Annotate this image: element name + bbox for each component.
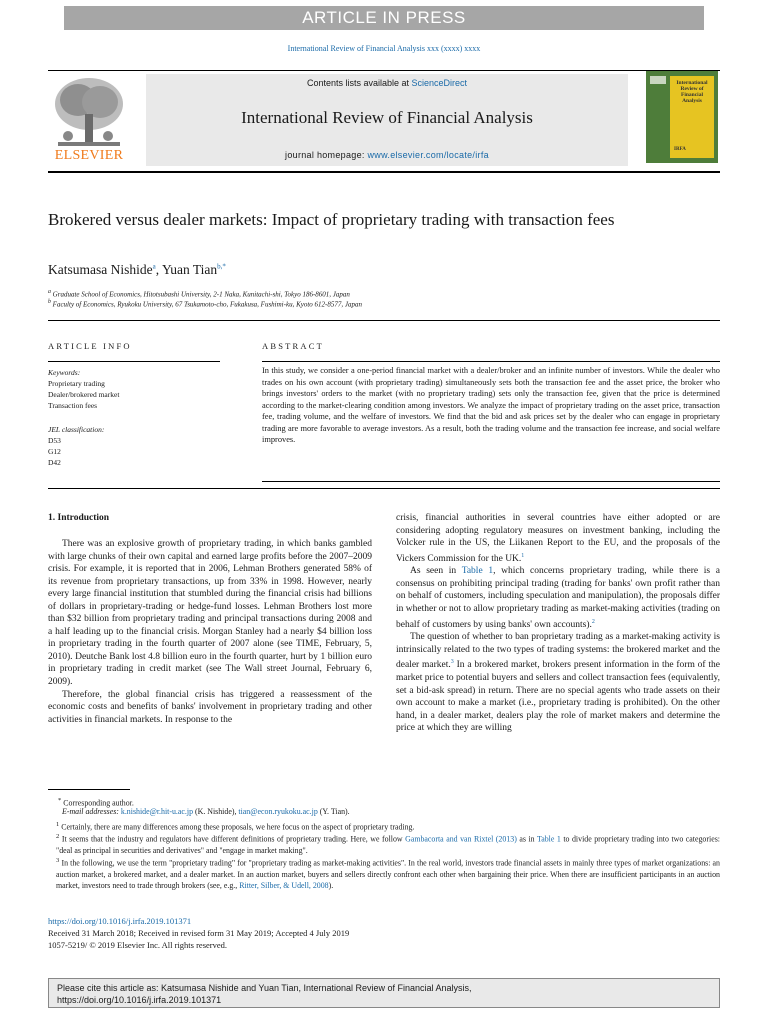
footnote-text: Corresponding author.	[63, 798, 134, 808]
abstract-bottom-rule	[262, 481, 720, 482]
title-block-rule	[48, 320, 720, 321]
info-rule	[48, 361, 220, 362]
footnote-text: Certainly, there are many differences among these proposals, we here focus on the aspect of proprietary trading.	[61, 822, 415, 832]
keyword-item: Proprietary trading	[48, 379, 105, 388]
right-column	[396, 512, 720, 735]
email-label: E-mail addresses:	[62, 807, 121, 816]
keyword-item: Transaction fees	[48, 401, 98, 410]
paragraph	[396, 631, 720, 735]
citation-doi[interactable]: https://doi.org/10.1016/j.irfa.2019.101371	[57, 995, 222, 1005]
keywords-label: Keywords:	[48, 368, 81, 377]
keyword-item: Dealer/brokered market	[48, 390, 120, 399]
jel-item: G12	[48, 447, 61, 456]
article-in-press-banner: ARTICLE IN PRESS	[64, 6, 704, 30]
affil-text: Faculty of Economics, Ryukoku University, 67 Tsukamoto-cho, Fukakusa, Fushimi-ku, Kyoto 612-8577, Japan	[52, 300, 362, 309]
paragraph-text: crisis, financial authorities in several countries have either adopted or are considering adopting regulatory measures on investment banking, including the Volcker rule in the US, the Liikanen Report to the EU, and the proposals of the Vickers Commission for the UK.	[396, 513, 720, 564]
footnote-3	[48, 855, 720, 891]
table-link[interactable]: Table 1	[461, 566, 494, 577]
abstract-text: In this study, we consider a one-period financial market with a dealer/broker and an infinite number of investors. While the dealer who trades on his own account (with proprietary trading) simultaneously sets both the transaction fee and the asset price, the broker who brings investors' orders to the market (with no proprietary trading) sets only the transaction fee, given that the price is determined according to the market-clearing condition among investors. We analyze the impact of proprietary trading on the asset price, transaction fee, trading volume, and the welfare of investors. We find that the bid and ask prices set by the dealer who can engage in proprietary trading are more favorable to average investors. As a result, both the trading volume and the transaction fee increase, and social welfare improves.	[262, 366, 720, 444]
footnote-rule	[48, 789, 130, 790]
paragraph-text: In a brokered market, brokers present information in the form of the market price to potential buyers and sellers and collect transaction fees (equivalently, set a bid-ask spread) in return. There are no special agents who trade assets on their own account to make a market (i.e., proprietary trading is prohibited). On the other hand, in a dealer market, dealers play the role of market makers and determine the price at which they are willing	[396, 660, 721, 734]
footnote-text: ).	[328, 880, 334, 890]
jel-item: D42	[48, 458, 61, 467]
footnote-2	[48, 831, 720, 856]
doi-block	[48, 915, 349, 951]
footnote-marker: 2	[56, 833, 60, 840]
corresponding-mark[interactable]: *	[222, 262, 226, 271]
copyright: 1057-5219/ © 2019 Elsevier Inc. All rights reserved.	[48, 940, 228, 950]
email-link[interactable]: k.nishide@r.hit-u.ac.jp	[120, 807, 194, 816]
paragraph: There was an explosive growth of proprietary trading, in which banks gambled with large chunks of their own capital and earned large profits before the 2007–2009 crisis. For example, it is reported that in 2006, Lehman Brothers generated 58% of its revenue from proprietary transactions, up from 33% in 1998. However, nearly every large financial institution that stumbled during the financial crisis had billions of dollars in proprietary-trading or hedge-fund losses. Lehman Brothers lost more than $32 billion from proprietary trading and principal transactions during 2008 and a half leading up to the financial crisis. Morgan Stanley had a nearly $4 billion loss in proprietary trading in the fourth quarter of 2007 alone (see TIME, February, 5, 2010). Deutche Bank lost 4.8 billion euro in the fourth quarter, hurt by 1 billion euro in proprietary trading in credit market (see The Wall street Journal, February 6, 2009).	[48, 539, 372, 688]
author-separator: ,	[155, 262, 162, 277]
doi-link[interactable]: https://doi.org/10.1016/j.irfa.2019.101371	[48, 916, 192, 926]
jel-label: JEL classification:	[48, 425, 105, 434]
journal-citation-line[interactable]: International Review of Financial Analysis xxx (xxxx) xxxx	[287, 44, 481, 53]
homepage-prefix: journal homepage:	[285, 150, 368, 160]
footnote-ref[interactable]: 3	[450, 659, 454, 666]
affiliation-a	[48, 289, 350, 298]
journal-title: International Review of Financial Analysis	[241, 108, 533, 127]
abstract-rule	[262, 361, 720, 362]
section-heading: 1. Introduction	[48, 513, 110, 523]
left-column	[48, 538, 372, 726]
article-title: Brokered versus dealer markets: Impact of proprietary trading with transaction fees	[48, 210, 615, 229]
homepage-link[interactable]: www.elsevier.com/locate/irfa	[367, 150, 489, 160]
paragraph-text: The question of whether to ban proprietary trading as a market-making activity is intrinsically related to the two types of trading systems: the brokered market and the dealer market.	[396, 632, 720, 671]
table-link[interactable]: Table 1	[536, 834, 561, 844]
affil-text: Graduate School of Economics, Hitotsubashi University, 2-1 Naka, Kunitachi-shi, Tokyo 186-8601, Japan	[52, 290, 350, 299]
footnote-text: as in	[516, 834, 537, 844]
footnote-text: (K. Nishide),	[193, 807, 239, 816]
author-line	[48, 262, 226, 278]
homepage-line	[146, 150, 628, 160]
citation-line: Please cite this article as: Katsumasa Nishide and Yuan Tian, International Review of Financial Analysis,	[57, 983, 472, 993]
author-name: Yuan Tian	[161, 262, 218, 277]
footnote-ref[interactable]: 1	[521, 552, 525, 559]
affil-marker: a	[48, 289, 51, 295]
abstract-heading: ABSTRACT	[262, 341, 324, 351]
paragraph-text: As seen in	[410, 566, 462, 577]
footnote-marker: 3	[56, 857, 60, 864]
cover-strip	[650, 76, 666, 84]
paragraph	[396, 512, 720, 565]
author-name: Katsumasa Nishide	[48, 262, 153, 277]
contents-prefix: Contents lists available at	[306, 78, 412, 88]
footnote-marker: 1	[56, 821, 60, 828]
header-top-rule	[48, 70, 720, 71]
email-link[interactable]: tian@econ.ryukoku.ac.jp	[238, 807, 318, 816]
publisher-wordmark: ELSEVIER	[54, 148, 124, 163]
affil-marker: b	[48, 299, 51, 305]
contents-line	[146, 78, 628, 88]
author-affil-sup[interactable]: b,	[217, 262, 223, 271]
footnote-ref[interactable]: 2	[591, 618, 595, 625]
paragraph: Therefore, the global financial crisis has triggered a reassessment of the economic costs and benefits of banks' involvement in proprietary trading and other activities in financial markets. In response to the	[48, 689, 372, 725]
affiliation-b	[48, 299, 362, 308]
paragraph	[396, 565, 720, 631]
cover-tag: IRFA	[674, 147, 686, 152]
footnote-email	[48, 806, 720, 817]
author-affil-sup[interactable]: a	[152, 262, 156, 271]
footnote-text: It seems that the industry and regulators have different definitions of proprietary trading. Here, we follow	[61, 834, 406, 844]
footnote-marker: *	[58, 797, 62, 804]
footnote-text: In the following, we use the term "proprietary trading" for "proprietary trading as market-making activities". In the real world, investors trade financial assets in mainly three types of market organizations: an auction market, a brokered market, and a dealer market. In an auction market, buyers and sellers directly confront each other when bargaining their price. When there are insufficient participants in an auction market, investors need to trade through brokers (see, e.g.,	[56, 858, 720, 890]
received-dates: Received 31 March 2018; Received in revised form 31 May 2019; Accepted 4 July 2019	[48, 928, 350, 938]
footnote-text: (Y. Tian).	[317, 807, 350, 816]
citation-link[interactable]: Gambacorta and van Rixtel (2013)	[405, 834, 517, 844]
sciencedirect-link[interactable]: ScienceDirect	[411, 78, 468, 88]
footnote-text: to divide proprietary trading into two categories: "deal as principal in securities and derivatives" and "engage in market making".	[56, 834, 720, 855]
citation-link[interactable]: Ritter, Silber, & Udell, 2008	[239, 880, 329, 890]
paragraph-text: , which concerns proprietary trading, while there is a consensus on prohibiting principal trading (trading for banks' own profit rather than on behalf of customers, including speculation and manipulation), the proposals differ in whether or not to allow proprietary trading as market-making activities (trading on behalf of customers by using banks' own accounts).	[396, 566, 721, 630]
header-bottom-rule	[48, 171, 720, 173]
jel-item: D53	[48, 436, 61, 445]
front-matter-rule	[48, 488, 720, 489]
article-info-heading: ARTICLE INFO	[48, 341, 132, 351]
citation-box	[48, 978, 720, 1008]
cover-title: International Review of Financial Analysis	[676, 80, 708, 104]
